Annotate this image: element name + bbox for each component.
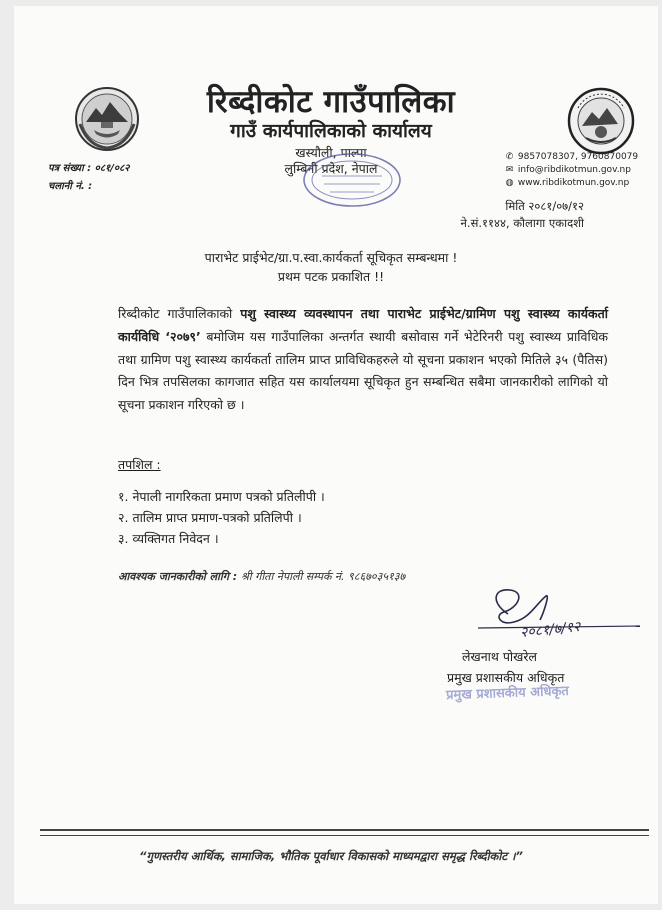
subject-line: पाराभेट प्राईभेट/ग्रा.प.स्वा.कार्यकर्ता सूचिकृत सम्बन्धमा !	[204, 250, 458, 265]
date-line: मिति २०८१/०७/१२	[505, 199, 584, 213]
footer-slogan: “गुणस्तरीय आर्थिक, सामाजिक, भौतिक पूर्वाधार विकासको माध्यमद्वारा समृद्ध रिब्दीकोट ।”	[139, 849, 523, 863]
ref-number-value: ०८१/०८२	[94, 163, 130, 174]
list-item: १. नेपाली नागरिकता प्रमाण पत्रको प्रतिलीपी ।	[118, 489, 325, 504]
office-subtitle: गाउँ कार्यपालिकाको कार्यालय	[230, 120, 432, 142]
contact-text: श्री गीता नेपाली सम्पर्क नं. ९८६७०३५१३७	[241, 570, 406, 583]
globe-icon: ◍	[505, 178, 514, 188]
nepal-sambat-line: ने.सं.११४४, कौलागा एकादशी	[460, 216, 584, 230]
address-line1: खस्यौली, पाल्पा	[295, 145, 367, 160]
website-line	[504, 178, 629, 188]
ref-number	[48, 160, 130, 174]
contact-info	[118, 569, 405, 584]
email-icon: ✉	[505, 165, 514, 175]
email-text: info@ribdikotmun.gov.np	[517, 165, 631, 175]
body-intro: रिब्दीकोट गाउँपालिकाको	[118, 306, 241, 321]
address-line2: लुम्बिनी प्रदेश, नेपाल	[284, 161, 378, 176]
designation-stamp: प्रमुख प्रशासकीय अधिकृत	[445, 683, 570, 704]
subject-publication: प्रथम पटक प्रकाशित !!	[277, 269, 385, 284]
signatory-name: लेखनाथ पोखरेल	[462, 649, 537, 664]
dispatch-number-label: चलानी नं. :	[48, 181, 93, 192]
email-line	[504, 165, 631, 175]
office-stamp	[300, 150, 404, 212]
notice-body	[118, 303, 608, 417]
footer-divider	[40, 829, 649, 831]
signatory-post: प्रमुख प्रशासकीय अधिकृत	[447, 670, 565, 685]
list-item: २. तालिम प्राप्त प्रमाण-पत्रको प्रतिलिपी ।	[118, 510, 302, 525]
office-title: रिब्दीकोट गाउँपालिका	[206, 84, 456, 120]
signature-date: २०८१/७/१२	[519, 618, 582, 642]
body-rest: बमोजिम यस गाउँपालिका अन्तर्गत स्थायी बसोवास गर्ने भेटेरिनरी पशु स्वास्थ्य प्राविधिक तथा ग्रामिण पशु स्वास्थ्य कार्यकर्ता तालिम प्राप्त प्राविधिकहरुले यो सूचना प्रकाशन भएको मितिले ३५ (पैतिस) दिन भित्र तपसिलका कागजात सहित यस कार्यालयमा सूचिकृत हुन सम्बन्धित सबैमा जानकारीको लागिको यो सूचना प्रकाशन गरिएको छ ।	[118, 328, 608, 413]
contact-label: आवश्यक जानकारीको लागि :	[118, 570, 238, 583]
phone-text: 9857078307, 9760870079	[517, 152, 639, 162]
phone-icon: ✆	[505, 152, 514, 162]
details-heading: तपशिल :	[118, 457, 161, 472]
body-bold-procedure: पशु स्वास्थ्य व्यवस्थापन तथा पाराभेट प्राईभेट/ग्रामिण पशु स्वास्थ्य कार्यकर्ता कार्यविधि ‘२०७९’	[118, 306, 608, 344]
website-text: www.ribdikotmun.gov.np	[517, 178, 630, 188]
list-item: ३. व्यक्तिगत निवेदन ।	[118, 531, 219, 546]
footer-divider-thin	[40, 835, 649, 836]
phone-line	[504, 152, 638, 162]
ref-number-label: पत्र संख्या :	[48, 163, 92, 174]
